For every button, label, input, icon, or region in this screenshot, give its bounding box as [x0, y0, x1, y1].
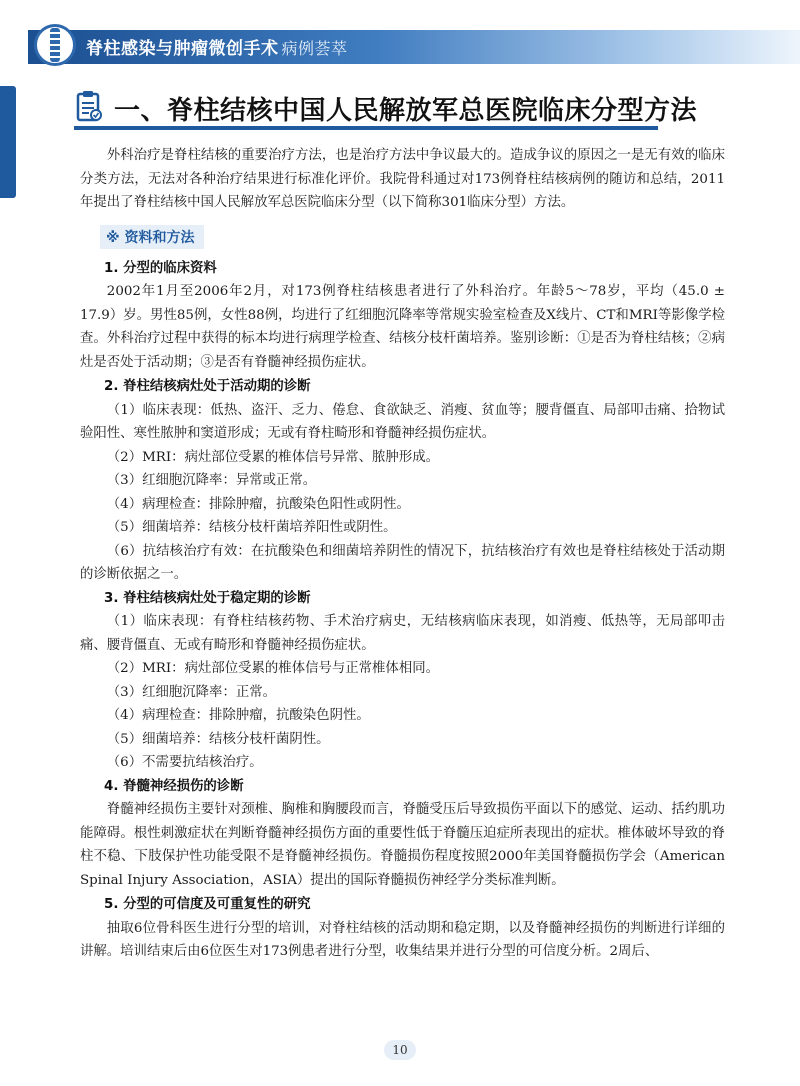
section-title: 一、脊柱结核中国人民解放军总医院临床分型方法 — [114, 96, 698, 126]
materials-heading: ※ 资料和方法 — [100, 225, 204, 249]
spine-icon — [50, 28, 60, 62]
section-heading — [74, 88, 698, 132]
list-item: （2）MRI：病灶部位受累的椎体信号异常、脓肿形成。 — [106, 449, 439, 465]
subsection-1-paragraph: 2002年1月至2006年2月，对173例脊柱结核患者进行了外科治疗。年龄5～78岁，平均（45.0 ± 17.9）岁。男性85例，女性88例，均进行了红细胞沉降率等常规实验室检查及X线片、CT和MRI等影像学检查。外科治疗过程中获得的标本均进行病理学检查、结核分枝杆菌培养。鉴别诊断：①是否为脊柱结核；②病灶是否处于活动期；③是否有脊髓神经损伤症状。 — [80, 284, 725, 370]
list-item: （4）病理检查：排除肿瘤，抗酸染色阴性。 — [106, 708, 370, 723]
book-title-main: 脊柱感染与肿瘤微创手术 — [86, 39, 279, 59]
subsection-2-heading: 2. 脊柱结核病灶处于活动期的诊断 — [104, 379, 311, 394]
list-item: （6）抗结核治疗有效：在抗酸染色和细菌培养阴性的情况下，抗结核治疗有效也是脊柱结核处于活动期的诊断依据之一。 — [80, 543, 725, 582]
list-item: （3）红细胞沉降率：异常或正常。 — [106, 473, 317, 488]
subsection-5-heading: 5. 分型的可信度及可重复性的研究 — [104, 897, 311, 912]
subsection-4-paragraph: 脊髓神经损伤主要针对颈椎、胸椎和胸腰段而言，脊髓受压后导致损伤平面以下的感觉、运动、括约肌功能障碍。根性刺激症状在判断脊髓神经损伤方面的重要性低于脊髓压迫症所表现出的症状。椎体破坏导致的脊柱不稳、下肢保护性功能受限不是脊髓神经损伤。脊髓损伤程度按照2000年美国脊髓损伤学会（American Spinal Injury Association，ASIA）提出的国际脊髓损伤神经学分类标准判断。 — [80, 802, 725, 888]
page-body — [80, 144, 725, 965]
book-title — [86, 34, 348, 59]
page-number: 10 — [384, 1040, 416, 1060]
section-underline — [74, 126, 658, 130]
chapter-side-tab — [0, 86, 16, 198]
subsection-1-heading: 1. 分型的临床资料 — [104, 260, 217, 276]
list-item: （5）细菌培养：结核分枝杆菌培养阳性或阴性。 — [106, 520, 397, 535]
subsection-4-heading: 4. 脊髓神经损伤的诊断 — [104, 778, 244, 794]
list-item: （4）病理检查：排除肿瘤，抗酸染色阳性或阴性。 — [106, 496, 410, 512]
list-item: （3）红细胞沉降率：正常。 — [106, 684, 277, 700]
list-item: （6）不需要抗结核治疗。 — [106, 755, 263, 770]
clipboard-icon — [76, 90, 102, 122]
subsection-5-paragraph: 抽取6位骨科医生进行分型的培训，对脊柱结核的活动期和稳定期，以及脊髓神经损伤的判断进行详细的讲解。培训结束后由6位医生对173例患者进行分型，收集结果并进行分型的可信度分析。2周后、 — [80, 920, 725, 959]
list-item: （1）临床表现：低热、盗汗、乏力、倦怠、食欲缺乏、消瘦、贫血等；腰背僵直、局部叩击痛、拾物试验阳性、寒性脓肿和窦道形成；无或有脊柱畸形和脊髓神经损伤症状。 — [80, 402, 725, 441]
list-item: （5）细菌培养：结核分枝杆菌阴性。 — [106, 731, 330, 747]
subsection-3-heading: 3. 脊柱结核病灶处于稳定期的诊断 — [104, 590, 311, 606]
list-item: （2）MRI：病灶部位受累的椎体信号与正常椎体相同。 — [106, 661, 439, 676]
running-header — [0, 0, 800, 62]
list-item: （1）临床表现：有脊柱结核药物、手术治疗病史，无结核病临床表现，如消瘦、低热等，无局部叩击痛、腰背僵直、无或有畸形和脊髓神经损伤症状。 — [80, 614, 725, 653]
intro-paragraph: 外科治疗是脊柱结核的重要治疗方法，也是治疗方法中争议最大的。造成争议的原因之一是无有效的临床分类方法，无法对各种治疗结果进行标准化评价。我院骨科通过对173例脊柱结核病例的随访和总结，2011年提出了脊柱结核中国人民解放军总医院临床分型（以下简称301临床分型）方法。 — [80, 148, 725, 210]
book-title-sub: 病例荟萃 — [281, 39, 348, 58]
